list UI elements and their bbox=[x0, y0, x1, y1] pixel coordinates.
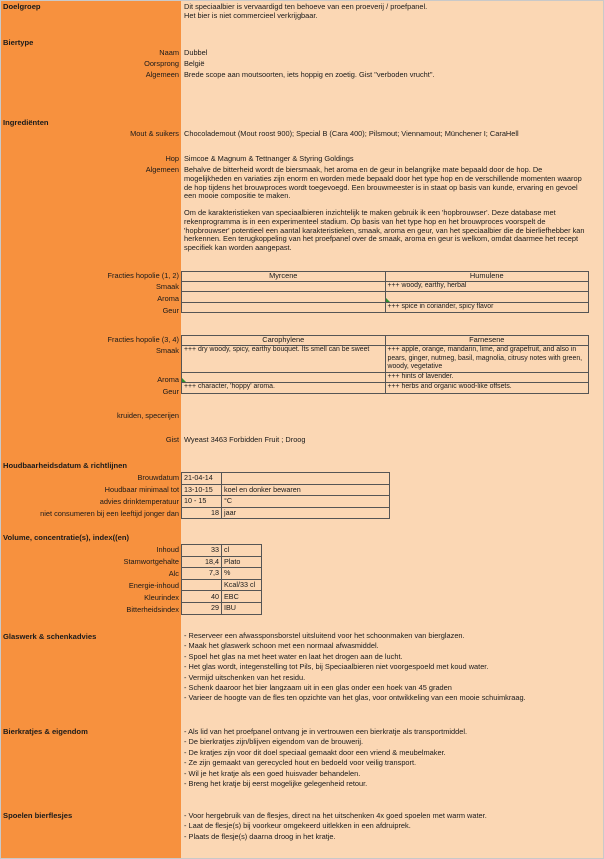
cell-myrcene-smaak bbox=[182, 282, 386, 292]
brouwdatum-value: 21-04-14 bbox=[182, 473, 222, 485]
bitterheid-value: 29 bbox=[182, 602, 222, 614]
brouwdatum-label: Brouwdatum bbox=[137, 473, 179, 482]
kleurindex-unit: EBC bbox=[222, 591, 262, 603]
cell-myrcene-geur bbox=[182, 302, 386, 312]
doelgroep-line-1: Dit speciaalbier is vervaardigd ten behoeve van een proeverij / proefpanel. bbox=[184, 2, 428, 11]
inhoud-label: Inhoud bbox=[156, 545, 179, 554]
fracties-34-geur-label: Geur bbox=[162, 387, 179, 396]
bierkratjes-item: - Ze zijn gemaakt van gerecycled hout en bedoeld voor veilig transport. bbox=[184, 758, 417, 768]
cell-humulene-smaak: +++ woody, earthy, herbal bbox=[385, 282, 589, 292]
alc-unit: % bbox=[222, 568, 262, 580]
cell-farnesene-smaak: +++ apple, orange, mandarin, lime, and grapefruit, and also in pears, ginger, nutmeg, basil, magnolia, citrusy notes with green, woody, vegetative bbox=[385, 346, 589, 373]
ingredienten-algemeen-label: Algemeen bbox=[145, 165, 179, 174]
bierkratjes-item: - De bierkratjes zijn/blijven eigendom van de brouwerij. bbox=[184, 737, 364, 747]
bitterheid-unit: IBU bbox=[222, 602, 262, 614]
fracties-34-smaak-label: Smaak bbox=[155, 346, 179, 355]
hop-description-p2: Om de karakteristieken van speciaalbieren inzichtelijk te maken gebruik ik een 'hopbrouwser'. Deze database met rekenprogramma is in een experimenteel stadium. Op basis van het type hop en het brouwproces voorspelt de 'hopbrouwser' potentieel een aantal karakteristieken, smaak, aroma en geur, van het speciaalbier die de bierliefhebber kan herkennen. Een terugkoppeling van het proefpanel over de smaak, aroma en geur is welkom, omdat daarmee het recept specifiek kan worden aangepast. bbox=[184, 208, 585, 253]
bierkratjes-item: - Wil je het kratje als een goed huisvader behandelen. bbox=[184, 768, 361, 778]
cell-humulene-aroma bbox=[385, 292, 589, 302]
kleurindex-label: Kleurindex bbox=[144, 593, 179, 602]
energie-unit: Kcal/33 cl bbox=[222, 579, 262, 591]
stamwort-value: 18,4 bbox=[182, 556, 222, 568]
drinktemperatuur-unit: °C bbox=[222, 496, 390, 508]
cell-humulene-geur: +++ spice in coriander, spicy flavor bbox=[385, 302, 589, 312]
naam-label: Naam bbox=[159, 48, 179, 57]
glaswerk-item: - Reserveer een afwassponsborstel uitsluitend voor het schoonmaken van bierglazen. bbox=[184, 631, 465, 640]
mout-label: Mout & suikers bbox=[130, 129, 179, 138]
cell-carophylene-smaak: +++ dry woody, spicy, earthy bouquet. Its smell can be sweet bbox=[182, 346, 386, 373]
glaswerk-item: - Schenk daaroor het bier langzaam uit in een glas onder een hoek van 45 graden bbox=[184, 683, 452, 693]
spoelen-item: - Voor hergebruik van de flesjes, direct na het uitschenken 4x goed spoelen met warm water. bbox=[184, 811, 487, 820]
bierkratjes-item: - De kratjes zijn voor dit doel speciaal gemaakt door een vriend & meubelmaker. bbox=[184, 747, 446, 757]
section-ingredienten-heading: Ingrediënten bbox=[3, 118, 49, 127]
spoelen-item: - Plaats de flesje(s) daarna droog in het kratje. bbox=[184, 831, 336, 841]
bierkratjes-item: - Breng het kratje bij eerst mogelijke gelegenheid retour. bbox=[184, 779, 368, 789]
section-volume-heading: Volume, concentratie(s), index((en) bbox=[3, 533, 130, 542]
gist-label: Gist bbox=[165, 435, 179, 444]
col-header-carophylene: Carophylene bbox=[182, 336, 386, 346]
mout-value: Chocolademout (Mout roost 900); Special B (Cara 400); Pilsmout; Viennamout; Münchener I; CaraHell bbox=[184, 129, 519, 138]
fracties-12-geur-label: Geur bbox=[162, 306, 179, 315]
alc-label: Alc bbox=[168, 569, 179, 578]
energie-value bbox=[182, 579, 222, 591]
glaswerk-item: - Spoel het glas na met heet water en laat het drogen aan de lucht. bbox=[184, 651, 403, 661]
section-houdbaarheid-heading: Houdbaarheidsdatum & richtlijnen bbox=[3, 461, 128, 470]
houdbaar-note: koel en donker bewaren bbox=[222, 484, 390, 496]
biertype-algemeen-value: Brede scope aan moutsoorten, iets hoppig en zoetig. Gist "verboden vrucht". bbox=[184, 70, 435, 79]
col-header-myrcene: Myrcene bbox=[182, 272, 386, 282]
bierkratjes-item: - Als lid van het proefpanel ontvang je in vertrouwen een bierkratje als transportmiddel. bbox=[184, 727, 468, 736]
glaswerk-list bbox=[184, 631, 594, 704]
inhoud-unit: cl bbox=[222, 545, 262, 557]
brouwdatum-note bbox=[222, 473, 390, 485]
glaswerk-item: - Vermijd uitschenken van het residu. bbox=[184, 672, 306, 682]
cell-carophylene-aroma bbox=[182, 373, 386, 383]
leeftijd-label: niet consumeren bij een leeftijd jonger dan bbox=[40, 509, 179, 518]
hop-label: Hop bbox=[165, 154, 179, 163]
col-header-humulene: Humulene bbox=[385, 272, 589, 282]
energie-label: Energie-inhoud bbox=[128, 581, 179, 590]
doelgroep-line-2: Het bier is niet commercieel verkrijgbaar. bbox=[184, 11, 318, 20]
inhoud-value: 33 bbox=[182, 545, 222, 557]
cell-farnesene-geur: +++ herbs and organic wood-like offsets. bbox=[385, 383, 589, 393]
leeftijd-unit: jaar bbox=[222, 507, 390, 519]
hop-value: Simcoe & Magnum & Tettnanger & Styring Goldings bbox=[184, 154, 354, 163]
cell-farnesene-aroma: +++ hints of lavender. bbox=[385, 373, 589, 383]
section-doelgroep-heading: Doelgroep bbox=[3, 2, 41, 11]
biertype-algemeen-label: Algemeen bbox=[145, 70, 179, 79]
hop-fractions-table-2 bbox=[181, 335, 589, 394]
drinktemperatuur-value: 10 - 15 bbox=[182, 496, 222, 508]
hop-description-p1: Behalve de bitterheid wordt de biersmaak, het aroma en de geur in belangrijke mate bepaald door de hop. De mogelijkheden en variaties zijn enorm en worden mede bepaald door het type hop en de verschillende momenten waarop de hop tijdens het brouwproces wordt toegevoegd. Een brouwmeester is in staat op basis van kunde, ervaring en gevoel een mooie compositie te maken. bbox=[184, 165, 582, 201]
bierkratjes-list bbox=[184, 727, 594, 789]
gist-value: Wyeast 3463 Forbidden Fruit ; Droog bbox=[184, 435, 306, 444]
bitterheid-label: Bitterheidsindex bbox=[126, 605, 179, 614]
glaswerk-item: - Varieer de hoogte van de fles ten opzichte van het glas, voor ontwikkeling van een mooie schuimkraag. bbox=[184, 693, 526, 703]
section-spoelen-heading: Spoelen bierflesjes bbox=[3, 811, 73, 820]
kruiden-label: kruiden, specerijen bbox=[116, 411, 179, 420]
fracties-34-aroma-label: Aroma bbox=[157, 375, 179, 384]
cell-myrcene-aroma bbox=[182, 292, 386, 302]
stamwort-label: Stamwortgehalte bbox=[123, 557, 179, 566]
houdbaar-label: Houdbaar minimaal tot bbox=[104, 485, 179, 494]
section-bierkratjes-heading: Bierkratjes & eigendom bbox=[3, 727, 88, 736]
spoelen-list bbox=[184, 811, 594, 842]
fracties-12-aroma-label: Aroma bbox=[157, 294, 179, 303]
fracties-12-label: Fracties hopolie (1, 2) bbox=[107, 271, 179, 280]
stamwort-unit: Plato bbox=[222, 556, 262, 568]
houdbaarheid-table bbox=[181, 472, 390, 519]
fracties-12-smaak-label: Smaak bbox=[155, 282, 179, 291]
houdbaar-value: 13-10-15 bbox=[182, 484, 222, 496]
col-header-farnesene: Farnesene bbox=[385, 336, 589, 346]
fracties-34-label: Fracties hopolie (3, 4) bbox=[107, 335, 179, 344]
hop-fractions-table-1 bbox=[181, 271, 589, 313]
drinktemperatuur-label: advies drinktemperatuur bbox=[99, 497, 179, 506]
alc-value: 7,3 bbox=[182, 568, 222, 580]
glaswerk-item: - Het glas wordt, integenstelling tot Pils, bij Speciaalbieren niet voorgespoeld met koud water. bbox=[184, 662, 489, 672]
leeftijd-value: 18 bbox=[182, 507, 222, 519]
oorsprong-value: België bbox=[184, 59, 205, 68]
oorsprong-label: Oorsprong bbox=[144, 59, 179, 68]
glaswerk-item: - Maak het glaswerk schoon met een normaal afwasmiddel. bbox=[184, 641, 379, 651]
cell-carophylene-geur: +++ character, 'hoppy' aroma. bbox=[182, 383, 386, 393]
section-biertype-heading: Biertype bbox=[3, 38, 34, 47]
spoelen-item: - Laat de flesje(s) bij voorkeur omgekeerd uitlekken in een afdruiprek. bbox=[184, 821, 411, 831]
volume-table bbox=[181, 544, 262, 615]
naam-value: Dubbel bbox=[184, 48, 208, 57]
kleurindex-value: 40 bbox=[182, 591, 222, 603]
section-glaswerk-heading: Glaswerk & schenkadvies bbox=[3, 632, 97, 641]
